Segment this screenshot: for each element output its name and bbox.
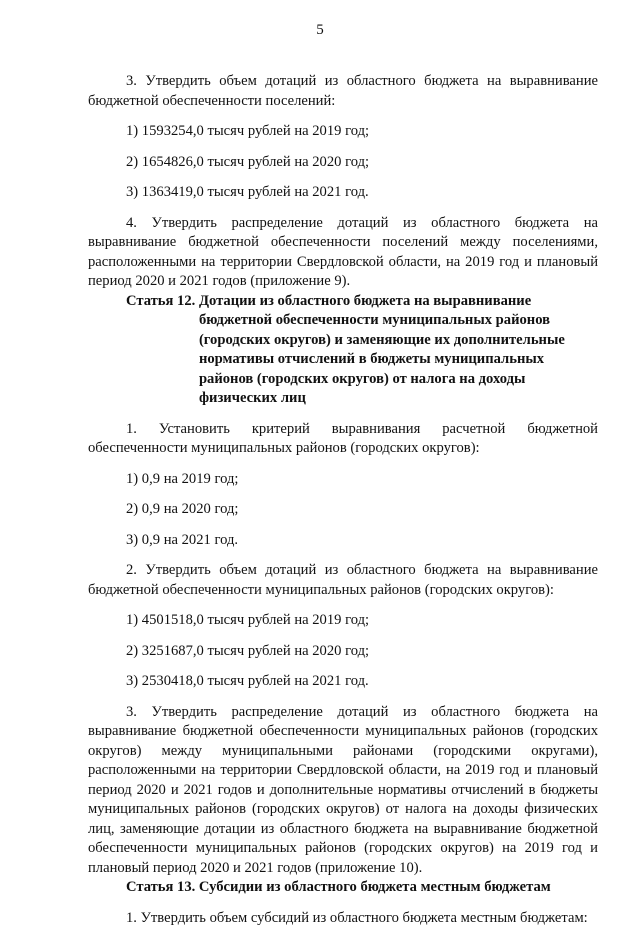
paragraph-3: 3. Утвердить объем дотаций из областного бюджета на выравнивание бюджетной обеспеченности поселений:	[88, 72, 598, 111]
article-12-paragraph-2: 2. Утвердить объем дотаций из областного бюджета на выравнивание бюджетной обеспеченности муниципальных районов (городских округов):	[88, 561, 598, 600]
list-item: 2) 0,9 на 2020 год;	[88, 500, 598, 520]
article-12-paragraph-3: 3. Утвердить распределение дотаций из областного бюджета на выравнивание бюджетной обеспеченности муниципальных районов (городских округов) между муниципальными районами (городскими округами), расположенными на территории Свердловской области, на 2019 год и плановый период 2020 и 2021 годов и дополнительные нормативы отчислений в бюджеты муниципальных районов (городских округов) от налога на доходы физических лиц, заменяющие дотации из областного бюджета на выравнивание бюджетной обеспеченности муниципальных районов (городских округов) на 2019 год и плановый период 2020 и 2021 годов (приложение 10).	[88, 703, 598, 879]
list-item: 1) 1593254,0 тысяч рублей на 2019 год;	[88, 122, 598, 142]
page-number: 5	[0, 22, 640, 39]
list-item: 2) 1654826,0 тысяч рублей на 2020 год;	[88, 153, 598, 173]
document-body	[88, 72, 598, 928]
article-12-paragraph-1: 1. Установить критерий выравнивания расчетной бюджетной обеспеченности муниципальных районов (городских округов):	[88, 420, 598, 459]
list-item: 3) 2530418,0 тысяч рублей на 2021 год.	[88, 672, 598, 692]
article-12-heading	[88, 292, 598, 409]
paragraph-4: 4. Утвердить распределение дотаций из областного бюджета на выравнивание бюджетной обеспеченности поселений между поселениями, расположенными на территории Свердловской области, на 2019 год и плановый период 2020 и 2021 годов (приложение 9).	[88, 214, 598, 292]
article-13-heading: Статья 13. Субсидии из областного бюджета местным бюджетам	[88, 878, 598, 898]
list-item: 1) 0,9 на 2019 год;	[88, 470, 598, 490]
article-12-number: Статья 12.	[88, 292, 199, 409]
list-item: 2) 3251687,0 тысяч рублей на 2020 год;	[88, 642, 598, 662]
article-13-paragraph-1: 1. Утвердить объем субсидий из областного бюджета местным бюджетам:	[88, 909, 598, 928]
list-item: 3) 1363419,0 тысяч рублей на 2021 год.	[88, 183, 598, 203]
list-item: 3) 0,9 на 2021 год.	[88, 531, 598, 551]
article-12-title: Дотации из областного бюджета на выравнивание бюджетной обеспеченности муниципальных районов (городских округов) и заменяющие их дополнительные нормативы отчислений в бюджеты муниципальных районов (городских округов) от налога на доходы физических лиц	[199, 292, 598, 409]
list-item: 1) 4501518,0 тысяч рублей на 2019 год;	[88, 611, 598, 631]
